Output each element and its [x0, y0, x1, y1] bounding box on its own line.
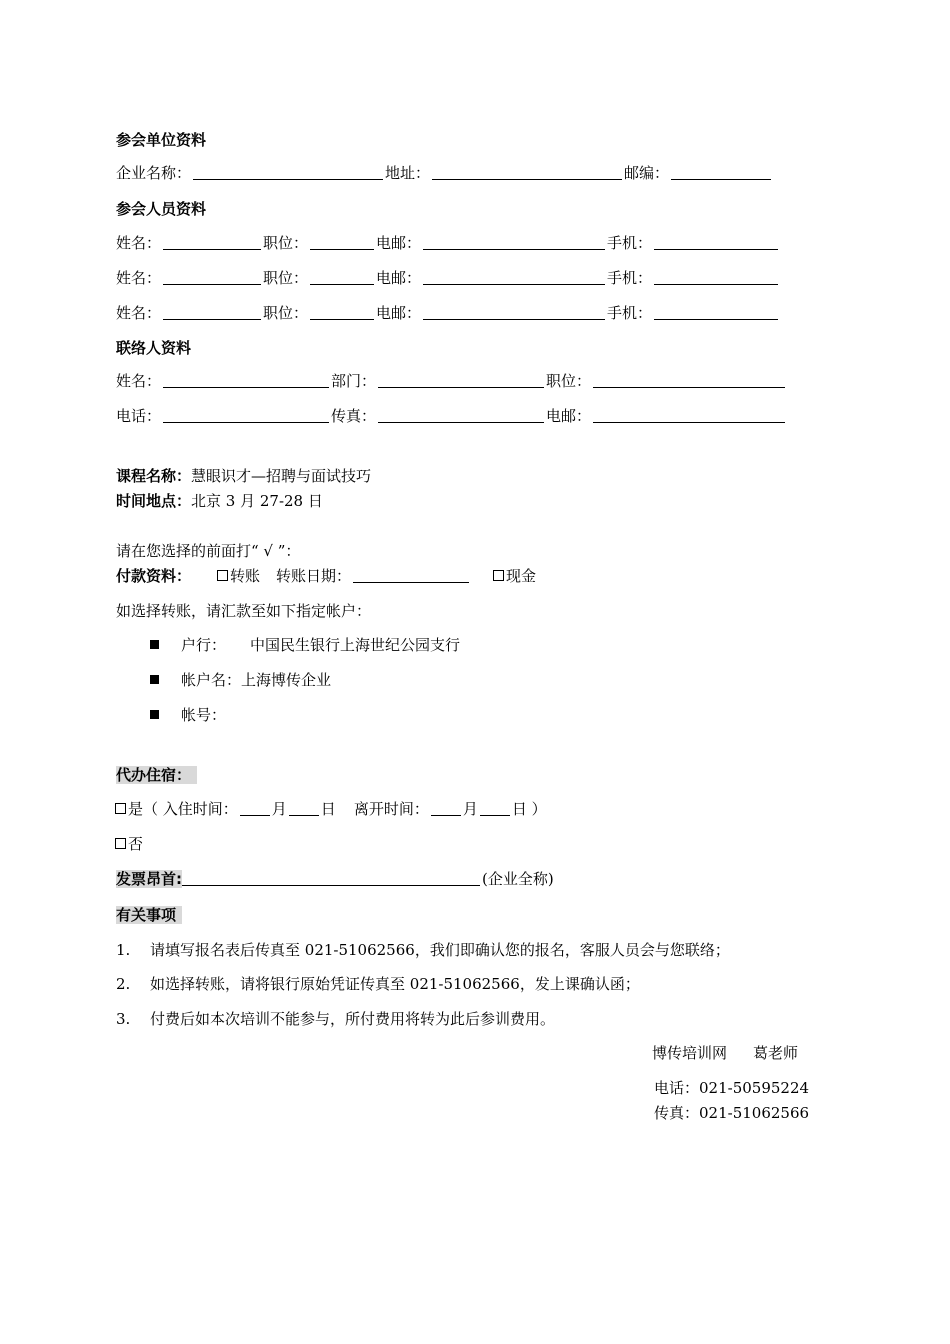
contact-name-label: 姓名：: [116, 372, 162, 390]
lodging-yes-row: [115, 798, 547, 820]
company-field[interactable]: [193, 164, 383, 180]
contact-position-field[interactable]: [593, 372, 785, 388]
lodging-no-checkbox[interactable]: [115, 838, 126, 849]
checkin-month-field[interactable]: [240, 800, 270, 816]
invoice-suffix: (企业全称): [482, 870, 554, 888]
transfer-date-field[interactable]: [353, 567, 469, 583]
leave-label: 离开时间：: [353, 800, 429, 818]
course-time-label: 时间地点：: [116, 492, 192, 510]
cash-option-label: 现金: [506, 567, 537, 585]
leave-day-field[interactable]: [480, 800, 510, 816]
attendee-position-field[interactable]: [310, 234, 374, 250]
contact-fax-label: 传真：: [331, 407, 377, 425]
contact-row-1: [116, 370, 787, 392]
note-text: 付费后如本次培训不能参与，所付费用将转为此后参训费用。: [150, 1010, 556, 1028]
leave-month-field[interactable]: [431, 800, 461, 816]
month-label: 月: [462, 800, 478, 818]
footer-teacher: 葛老师: [753, 1044, 799, 1062]
course-name-value: 慧眼识才—招聘与面试技巧: [191, 467, 372, 485]
note-number: 1.: [116, 941, 131, 959]
unit-info-row: [116, 162, 773, 184]
note-text: 请填写报名表后传真至 021-51062566，我们即确认您的报名，客服人员会与您联络；: [150, 941, 730, 959]
bank-value: 中国民生银行上海世纪公园支行: [250, 636, 461, 654]
day-label: 日: [320, 800, 336, 818]
payment-row: [116, 565, 536, 587]
invoice-row: [116, 868, 554, 890]
contact-info-heading: 联络人资料: [116, 339, 192, 357]
note-number: 3.: [116, 1010, 131, 1028]
attendee-row: [116, 232, 780, 254]
transfer-checkbox[interactable]: [217, 570, 228, 581]
note-item: [116, 1008, 555, 1030]
invoice-title-field[interactable]: [182, 870, 480, 886]
contact-email-label: 电邮：: [546, 407, 592, 425]
course-time-value: 北京 3 月 27-28 日: [191, 492, 323, 510]
attendee-name-label: 姓名：: [116, 234, 162, 252]
attendee-name-field[interactable]: [163, 304, 261, 320]
attendee-mobile-label: 手机：: [607, 234, 653, 252]
transfer-note: 如选择转账，请汇款至如下指定帐户：: [116, 602, 372, 620]
note-number: 2.: [116, 975, 131, 993]
contact-phone-label: 电话：: [116, 407, 162, 425]
lodging-yes-checkbox[interactable]: [115, 803, 126, 814]
contact-dept-field[interactable]: [378, 372, 544, 388]
attendee-mobile-field[interactable]: [654, 269, 778, 285]
contact-fax-field[interactable]: [378, 407, 544, 423]
account-no-label: 帐号：: [181, 706, 227, 724]
course-time-row: [116, 490, 323, 512]
footer-org: 博传培训网: [652, 1044, 728, 1062]
attendee-position-field[interactable]: [310, 304, 374, 320]
account-name-value: 上海博传企业: [241, 671, 332, 689]
attendee-info-heading: 参会人员资料: [116, 200, 207, 218]
bullet-icon: [150, 640, 159, 649]
account-name-row: [150, 669, 331, 691]
address-field[interactable]: [432, 164, 622, 180]
attendee-mobile-label: 手机：: [607, 269, 653, 287]
attendee-position-label: 职位：: [263, 269, 309, 287]
attendee-email-label: 电邮：: [376, 304, 422, 322]
attendee-position-field[interactable]: [310, 269, 374, 285]
payment-instruction: 请在您选择的前面打“ √ ”：: [116, 542, 301, 560]
contact-position-label: 职位：: [546, 372, 592, 390]
day-label: 日 ）: [511, 800, 547, 818]
attendee-name-label: 姓名：: [116, 269, 162, 287]
course-name-row: [116, 465, 371, 487]
account-no-row: [150, 704, 226, 726]
attendee-mobile-label: 手机：: [607, 304, 653, 322]
attendee-mobile-field[interactable]: [654, 304, 778, 320]
contact-name-field[interactable]: [163, 372, 329, 388]
footer-signature: [652, 1042, 798, 1064]
account-name-label: 帐户名：: [181, 671, 242, 689]
invoice-label: 发票昂首:: [116, 870, 182, 888]
attendee-position-label: 职位：: [263, 234, 309, 252]
bank-label: 户行：: [181, 636, 227, 654]
payment-label: 付款资料：: [116, 567, 192, 585]
attendee-position-label: 职位：: [263, 304, 309, 322]
bullet-icon: [150, 675, 159, 684]
attendee-email-field[interactable]: [423, 304, 605, 320]
contact-dept-label: 部门：: [331, 372, 377, 390]
attendee-row: [116, 302, 780, 324]
lodging-yes-label: 是（ 入住时间：: [128, 800, 238, 818]
attendee-email-label: 电邮：: [376, 234, 422, 252]
attendee-name-label: 姓名：: [116, 304, 162, 322]
bank-row: [150, 634, 460, 656]
lodging-no-label: 否: [128, 835, 144, 853]
attendee-email-label: 电邮：: [376, 269, 422, 287]
attendee-email-field[interactable]: [423, 234, 605, 250]
address-label: 地址：: [385, 164, 431, 182]
lodging-no-row: [115, 833, 143, 855]
postcode-label: 邮编：: [624, 164, 670, 182]
footer-phone: 电话：021-50595224: [654, 1079, 810, 1097]
contact-phone-field[interactable]: [163, 407, 329, 423]
contact-email-field[interactable]: [593, 407, 785, 423]
month-label: 月: [271, 800, 287, 818]
checkin-day-field[interactable]: [289, 800, 319, 816]
attendee-row: [116, 267, 780, 289]
notes-heading: 有关事项: [116, 904, 182, 926]
note-item: [116, 939, 730, 961]
note-item: [116, 973, 640, 995]
footer-fax: 传真：021-51062566: [654, 1104, 810, 1122]
transfer-date-label: 转账日期：: [276, 567, 352, 585]
course-name-label: 课程名称：: [116, 467, 192, 485]
lodging-heading: 代办住宿：: [116, 764, 197, 786]
contact-row-2: [116, 405, 787, 427]
attendee-mobile-field[interactable]: [654, 234, 778, 250]
note-text: 如选择转账，请将银行原始凭证传真至 021-51062566，发上课确认函；: [150, 975, 640, 993]
transfer-option-label: 转账: [230, 567, 261, 585]
attendee-name-field[interactable]: [163, 234, 261, 250]
postcode-field[interactable]: [671, 164, 771, 180]
bullet-icon: [150, 710, 159, 719]
attendee-email-field[interactable]: [423, 269, 605, 285]
company-label: 企业名称：: [116, 164, 192, 182]
unit-info-heading: 参会单位资料: [116, 131, 207, 149]
attendee-name-field[interactable]: [163, 269, 261, 285]
cash-checkbox[interactable]: [493, 570, 504, 581]
